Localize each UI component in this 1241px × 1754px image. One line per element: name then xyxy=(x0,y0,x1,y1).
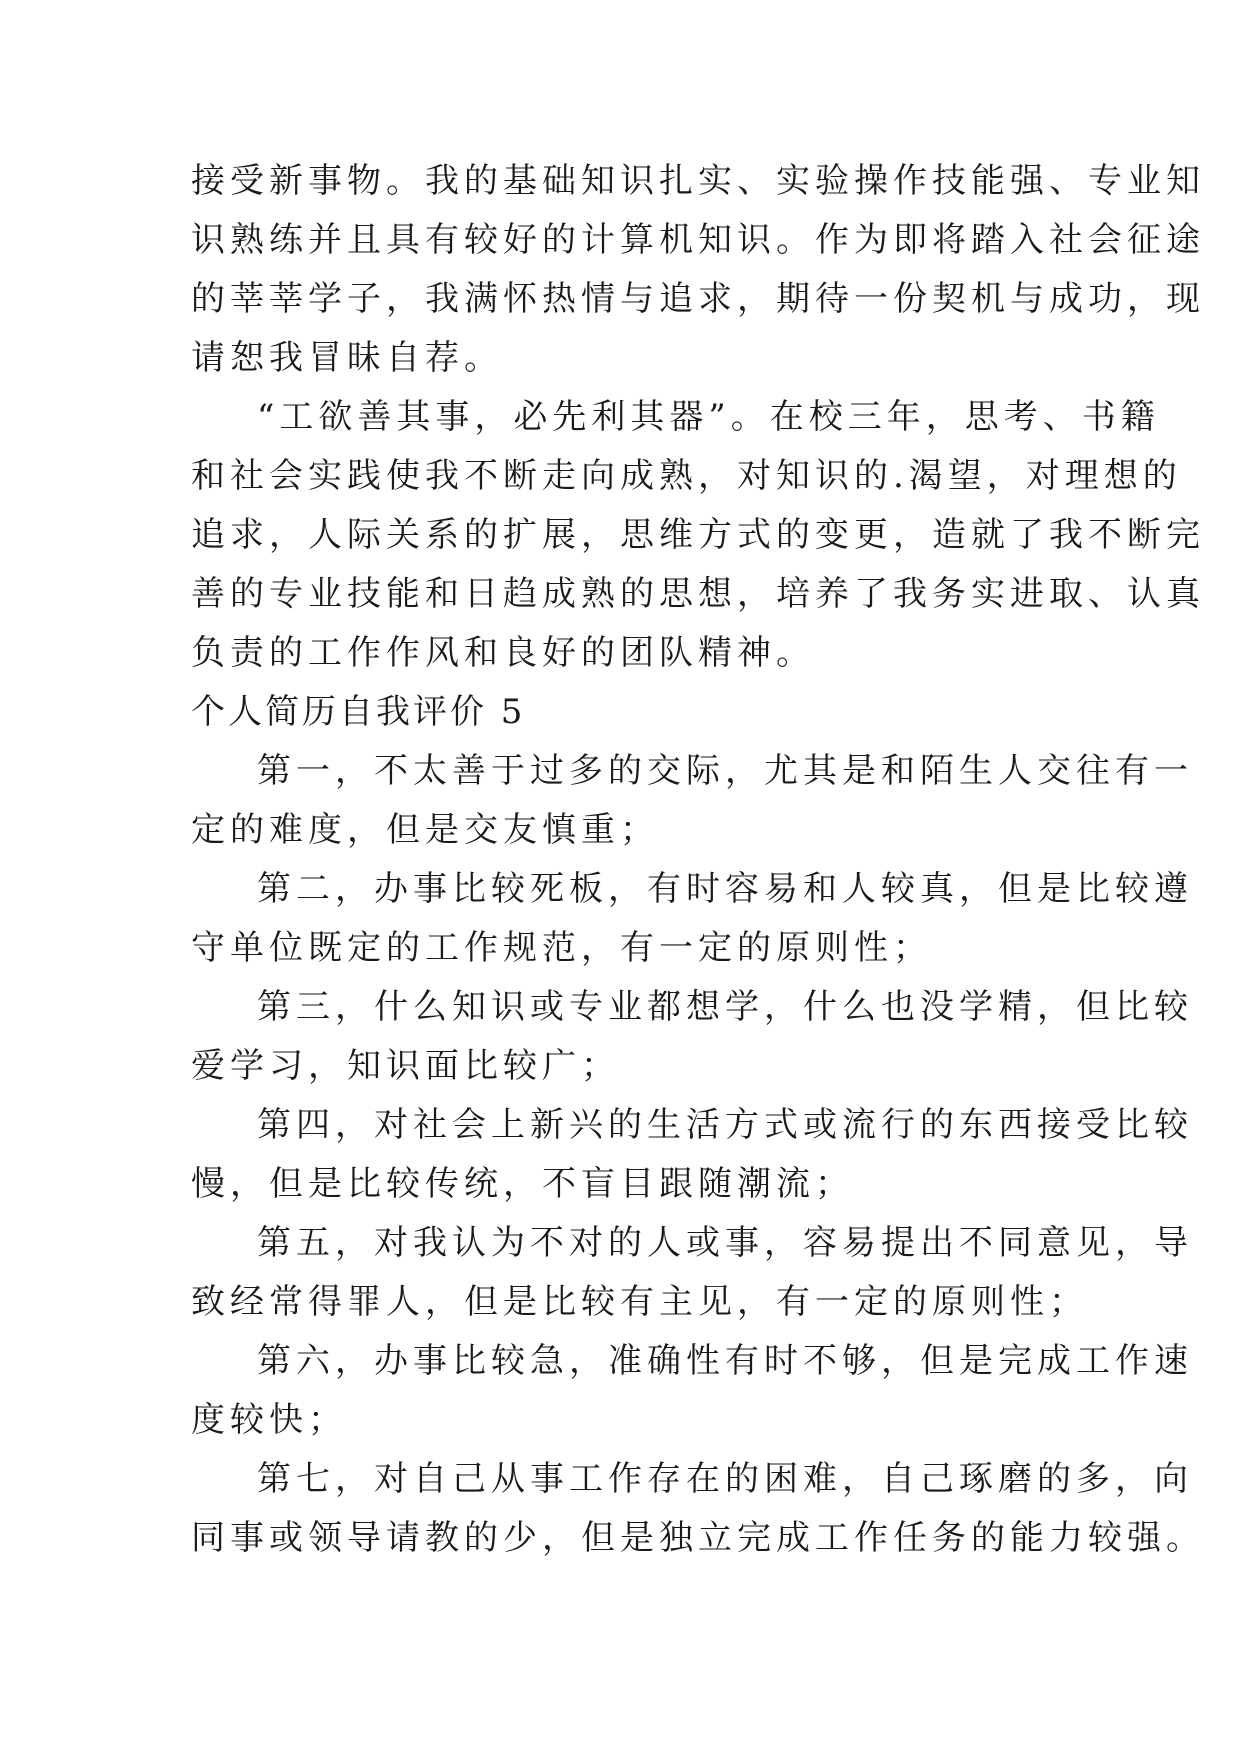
document-body xyxy=(191,152,1205,1568)
paragraph-first-line: 第四，对社会上新兴的生活方式或流行的东西接受比较 xyxy=(257,1105,1193,1145)
text-line: 追求，人际关系的扩展，思维方式的变更，造就了我不断完 xyxy=(191,515,1205,555)
text-line: 同事或领导请教的少，但是独立完成工作任务的能力较强。 xyxy=(191,1518,1205,1558)
paragraph-first-line: 第三，什么知识或专业都想学，什么也没学精，但比较 xyxy=(257,987,1193,1027)
text-line: 识熟练并且具有较好的计算机知识。作为即将踏入社会征途 xyxy=(191,220,1205,260)
text-line: 请恕我冒昧自荐。 xyxy=(191,338,503,378)
paragraph-first-line: “工欲善其事，必先利其器”。在校三年，思考、书籍 xyxy=(257,397,1160,437)
text-line: 定的难度，但是交友慎重； xyxy=(191,810,659,850)
text-line: 和社会实践使我不断走向成熟，对知识的.渴望，对理想的 xyxy=(191,456,1182,496)
paragraph-first-line: 第六，办事比较急，准确性有时不够，但是完成工作速 xyxy=(257,1341,1193,1381)
text-line: 接受新事物。我的基础知识扎实、实验操作技能强、专业知 xyxy=(191,161,1205,201)
paragraph-first-line: 第一，不太善于过多的交际，尤其是和陌生人交往有一 xyxy=(257,751,1193,791)
text-line: 负责的工作作风和良好的团队精神。 xyxy=(191,633,815,673)
text-line: 慢，但是比较传统，不盲目跟随潮流； xyxy=(191,1164,854,1204)
paragraph-first-line: 第二，办事比较死板，有时容易和人较真，但是比较遵 xyxy=(257,869,1193,909)
paragraph-first-line: 第七，对自己从事工作存在的困难，自己琢磨的多，向 xyxy=(257,1459,1193,1499)
text-line: 爱学习，知识面比较广； xyxy=(191,1046,620,1086)
text-line: 致经常得罪人，但是比较有主见，有一定的原则性； xyxy=(191,1282,1088,1322)
text-line: 度较快； xyxy=(191,1400,347,1440)
text-line: 善的专业技能和日趋成熟的思想，培养了我务实进取、认真 xyxy=(191,574,1205,614)
text-line: 守单位既定的工作规范，有一定的原则性； xyxy=(191,928,932,968)
section-heading: 个人简历自我评价 5 xyxy=(191,692,526,732)
text-line: 的莘莘学子，我满怀热情与追求，期待一份契机与成功，现 xyxy=(191,279,1205,319)
paragraph-first-line: 第五，对我认为不对的人或事，容易提出不同意见，导 xyxy=(257,1223,1193,1263)
